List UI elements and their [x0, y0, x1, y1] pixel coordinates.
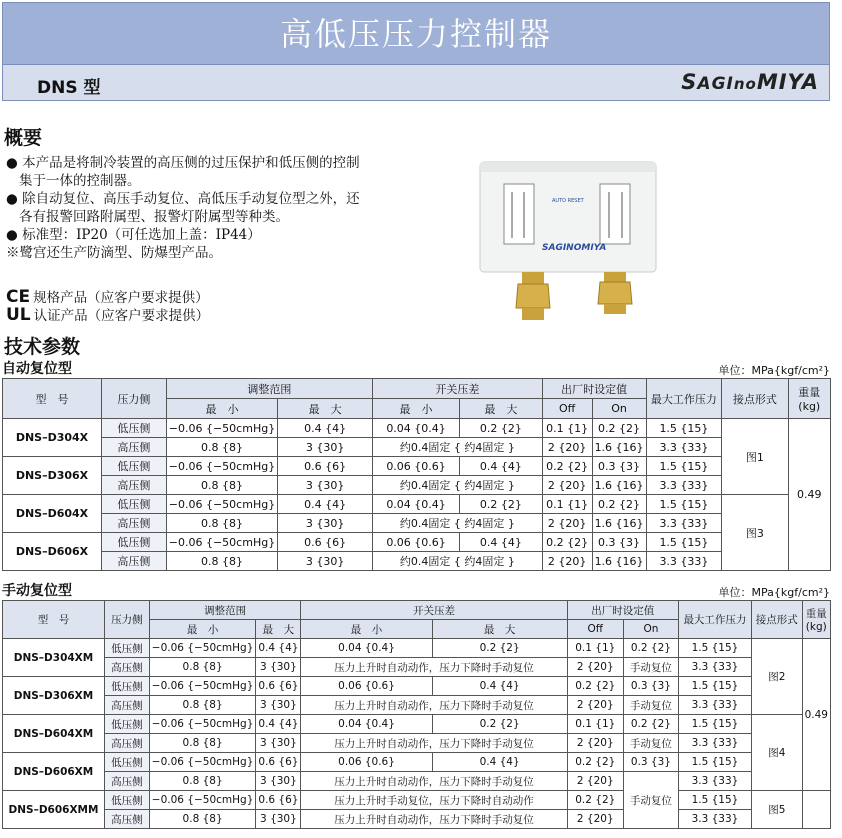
col-diff: 开关压差	[373, 379, 543, 399]
specs-heading: 技术参数	[4, 336, 81, 358]
table-row: DNS–D606X 低压侧 −0.06 {−50cmHg} 0.6 {6} 0.06 {0.6} 0.4 {4} 0.2 {2} 0.3 {3} 1.5 {15}	[3, 533, 831, 552]
bullet-line: ● 标准型：IP20（可任选加上盖：IP44）	[6, 227, 261, 243]
table-row: DNS–D604XM 低压侧 −0.06 {−50cmHg} 0.4 {4} 0.04 {0.4} 0.2 {2} 0.1 {1} 0.2 {2} 1.5 {15} 图4	[3, 715, 831, 734]
col-min: 最 小	[301, 620, 432, 639]
bullet-line: 各有报警回路附属型、报警灯附属型等种类。	[19, 209, 289, 225]
overview-bullets	[6, 154, 406, 262]
contact-cell: 图3	[722, 495, 788, 571]
table-row: 高压侧 0.8 {8} 3 {30} 压力上升时自动动作，压力下降时手动复位 2 {20} 手动复位 3.3 {33}	[3, 772, 831, 791]
weight-cell: 0.49	[802, 639, 830, 791]
bullet-line: ※鹭宫还生产防滴型、防爆型产品。	[6, 245, 222, 261]
table-row: 高压侧 0.8 {8} 3 {30} 压力上升时自动动作，压力下降时手动复位 2 {20} 手动复位 3.3 {33}	[3, 658, 831, 677]
col-weight: 重量 (kg)	[788, 379, 830, 419]
col-weight: 重量 (kg)	[802, 601, 830, 639]
page-title: 高低压压力控制器	[279, 15, 552, 53]
contact-cell: 图4	[752, 715, 802, 791]
weight-cell: 0.49	[788, 419, 830, 571]
col-off: Off	[542, 399, 592, 419]
col-max-pressure: 最大工作压力	[678, 601, 751, 639]
col-max: 最 大	[256, 620, 301, 639]
overview-heading: 概要	[4, 127, 43, 149]
bullet-line: 集于一体的控制器。	[19, 173, 141, 189]
auto-reset-table	[2, 378, 831, 571]
col-factory: 出厂时设定值	[542, 379, 646, 399]
table-row: DNS–D304XM 低压侧 −0.06 {−50cmHg} 0.4 {4} 0.04 {0.4} 0.2 {2} 0.1 {1} 0.2 {2} 1.5 {15} 图2 0.49	[3, 639, 831, 658]
col-diff: 开关压差	[301, 601, 567, 620]
unit-label: 单位：MPa{kgf/cm²}	[718, 364, 830, 377]
table-row: DNS–D306X 低压侧 −0.06 {−50cmHg} 0.6 {6} 0.06 {0.6} 0.4 {4} 0.2 {2} 0.3 {3} 1.5 {15}	[3, 457, 831, 476]
table-row: 高压侧 0.8 {8} 3 {30} 压力上升时自动动作，压力下降时手动复位 2 {20} 手动复位 3.3 {33}	[3, 696, 831, 715]
col-side: 压力侧	[104, 601, 149, 639]
col-max: 最 大	[460, 399, 543, 419]
table-row: 高压侧 0.8 {8} 3 {30} 约0.4固定 { 约4固定 } 2 {20} 1.6 {16} 3.3 {33}	[3, 552, 831, 571]
auto-section-title: 自动复位型	[2, 361, 72, 377]
bullet-line: ● 除自动复位、高压手动复位、高低压手动复位型之外，还	[6, 191, 360, 207]
contact-cell: 图2	[752, 639, 802, 715]
table-row: DNS–D606XMM 低压侧 −0.06 {−50cmHg} 0.6 {6} 压力上升时手动复位，压力下降时自动动作 0.2 {2} 1.5 {15} 图5	[3, 791, 831, 810]
manual-reset-table	[2, 600, 831, 829]
table-row: DNS–D604X 低压侧 −0.06 {−50cmHg} 0.4 {4} 0.04 {0.4} 0.2 {2} 0.1 {1} 0.2 {2} 1.5 {15} 图3	[3, 495, 831, 514]
table-row: DNS–D304X 低压侧 −0.06 {−50cmHg} 0.4 {4} 0.04 {0.4} 0.2 {2} 0.1 {1} 0.2 {2} 1.5 {15} 图1 0.49	[3, 419, 831, 438]
ul-cert	[6, 304, 209, 325]
ce-text: 规格产品（应客户要求提供）	[33, 290, 209, 306]
weight-cell-blank	[802, 791, 830, 829]
table-row: 高压侧 0.8 {8} 3 {30} 约0.4固定 { 约4固定 } 2 {20} 1.6 {16} 3.3 {33}	[3, 514, 831, 533]
unit-label: 单位：MPa{kgf/cm²}	[718, 586, 830, 599]
table-row: 高压侧 0.8 {8} 3 {30} 约0.4固定 { 约4固定 } 2 {20} 1.6 {16} 3.3 {33}	[3, 476, 831, 495]
col-contact: 接点形式	[722, 379, 788, 419]
ul-text: 认证产品（应客户要求提供）	[33, 308, 210, 324]
product-brand: SAGINOMIYA	[542, 243, 607, 253]
col-model: 型 号	[3, 601, 105, 639]
ul-mark-icon: UL	[6, 305, 31, 325]
col-off: Off	[567, 620, 623, 639]
bullet-line: ● 本产品是将制冷装置的高压侧的过压保护和低压侧的控制	[6, 155, 360, 171]
model-bar	[2, 65, 830, 101]
table-row: 高压侧 0.8 {8} 3 {30} 压力上升时自动动作，压力下降时手动复位 2 {20} 手动复位 3.3 {33}	[3, 734, 831, 753]
col-max-pressure: 最大工作压力	[646, 379, 722, 419]
col-min: 最 小	[149, 620, 256, 639]
col-adjust: 调整范围	[166, 379, 372, 399]
col-adjust: 调整范围	[149, 601, 301, 620]
col-on: On	[592, 399, 646, 419]
col-on: On	[623, 620, 678, 639]
product-image	[478, 158, 658, 324]
col-max: 最 大	[278, 399, 373, 419]
contact-cell: 图5	[752, 791, 802, 829]
table-row: DNS–D306XM 低压侧 −0.06 {−50cmHg} 0.6 {6} 0.06 {0.6} 0.4 {4} 0.2 {2} 0.3 {3} 1.5 {15}	[3, 677, 831, 696]
col-min: 最 小	[373, 399, 460, 419]
brand-logo: SAGInoMIYA	[681, 70, 819, 94]
contact-cell: 图1	[722, 419, 788, 495]
ce-mark-icon: CE	[6, 287, 31, 307]
table-row: 高压侧 0.8 {8} 3 {30} 压力上升时自动动作，压力下降时手动复位 2 {20} 3.3 {33}	[3, 810, 831, 829]
manual-section-title: 手动复位型	[2, 583, 72, 599]
table-row: 高压侧 0.8 {8} 3 {30} 约0.4固定 { 约4固定 } 2 {20} 1.6 {16} 3.3 {33}	[3, 438, 831, 457]
col-contact: 接点形式	[752, 601, 802, 639]
product-label: AUTO RESET	[552, 198, 584, 204]
merged-on-cell: 手动复位	[623, 772, 678, 829]
model-type: DNS 型	[37, 78, 101, 98]
table-row: DNS–D606XM 低压侧 −0.06 {−50cmHg} 0.6 {6} 0.06 {0.6} 0.4 {4} 0.2 {2} 0.3 {3} 1.5 {15}	[3, 753, 831, 772]
title-banner	[2, 2, 830, 65]
col-side: 压力侧	[102, 379, 167, 419]
col-factory: 出厂时设定值	[567, 601, 678, 620]
col-model: 型 号	[3, 379, 102, 419]
col-min: 最 小	[166, 399, 277, 419]
col-max: 最 大	[432, 620, 567, 639]
